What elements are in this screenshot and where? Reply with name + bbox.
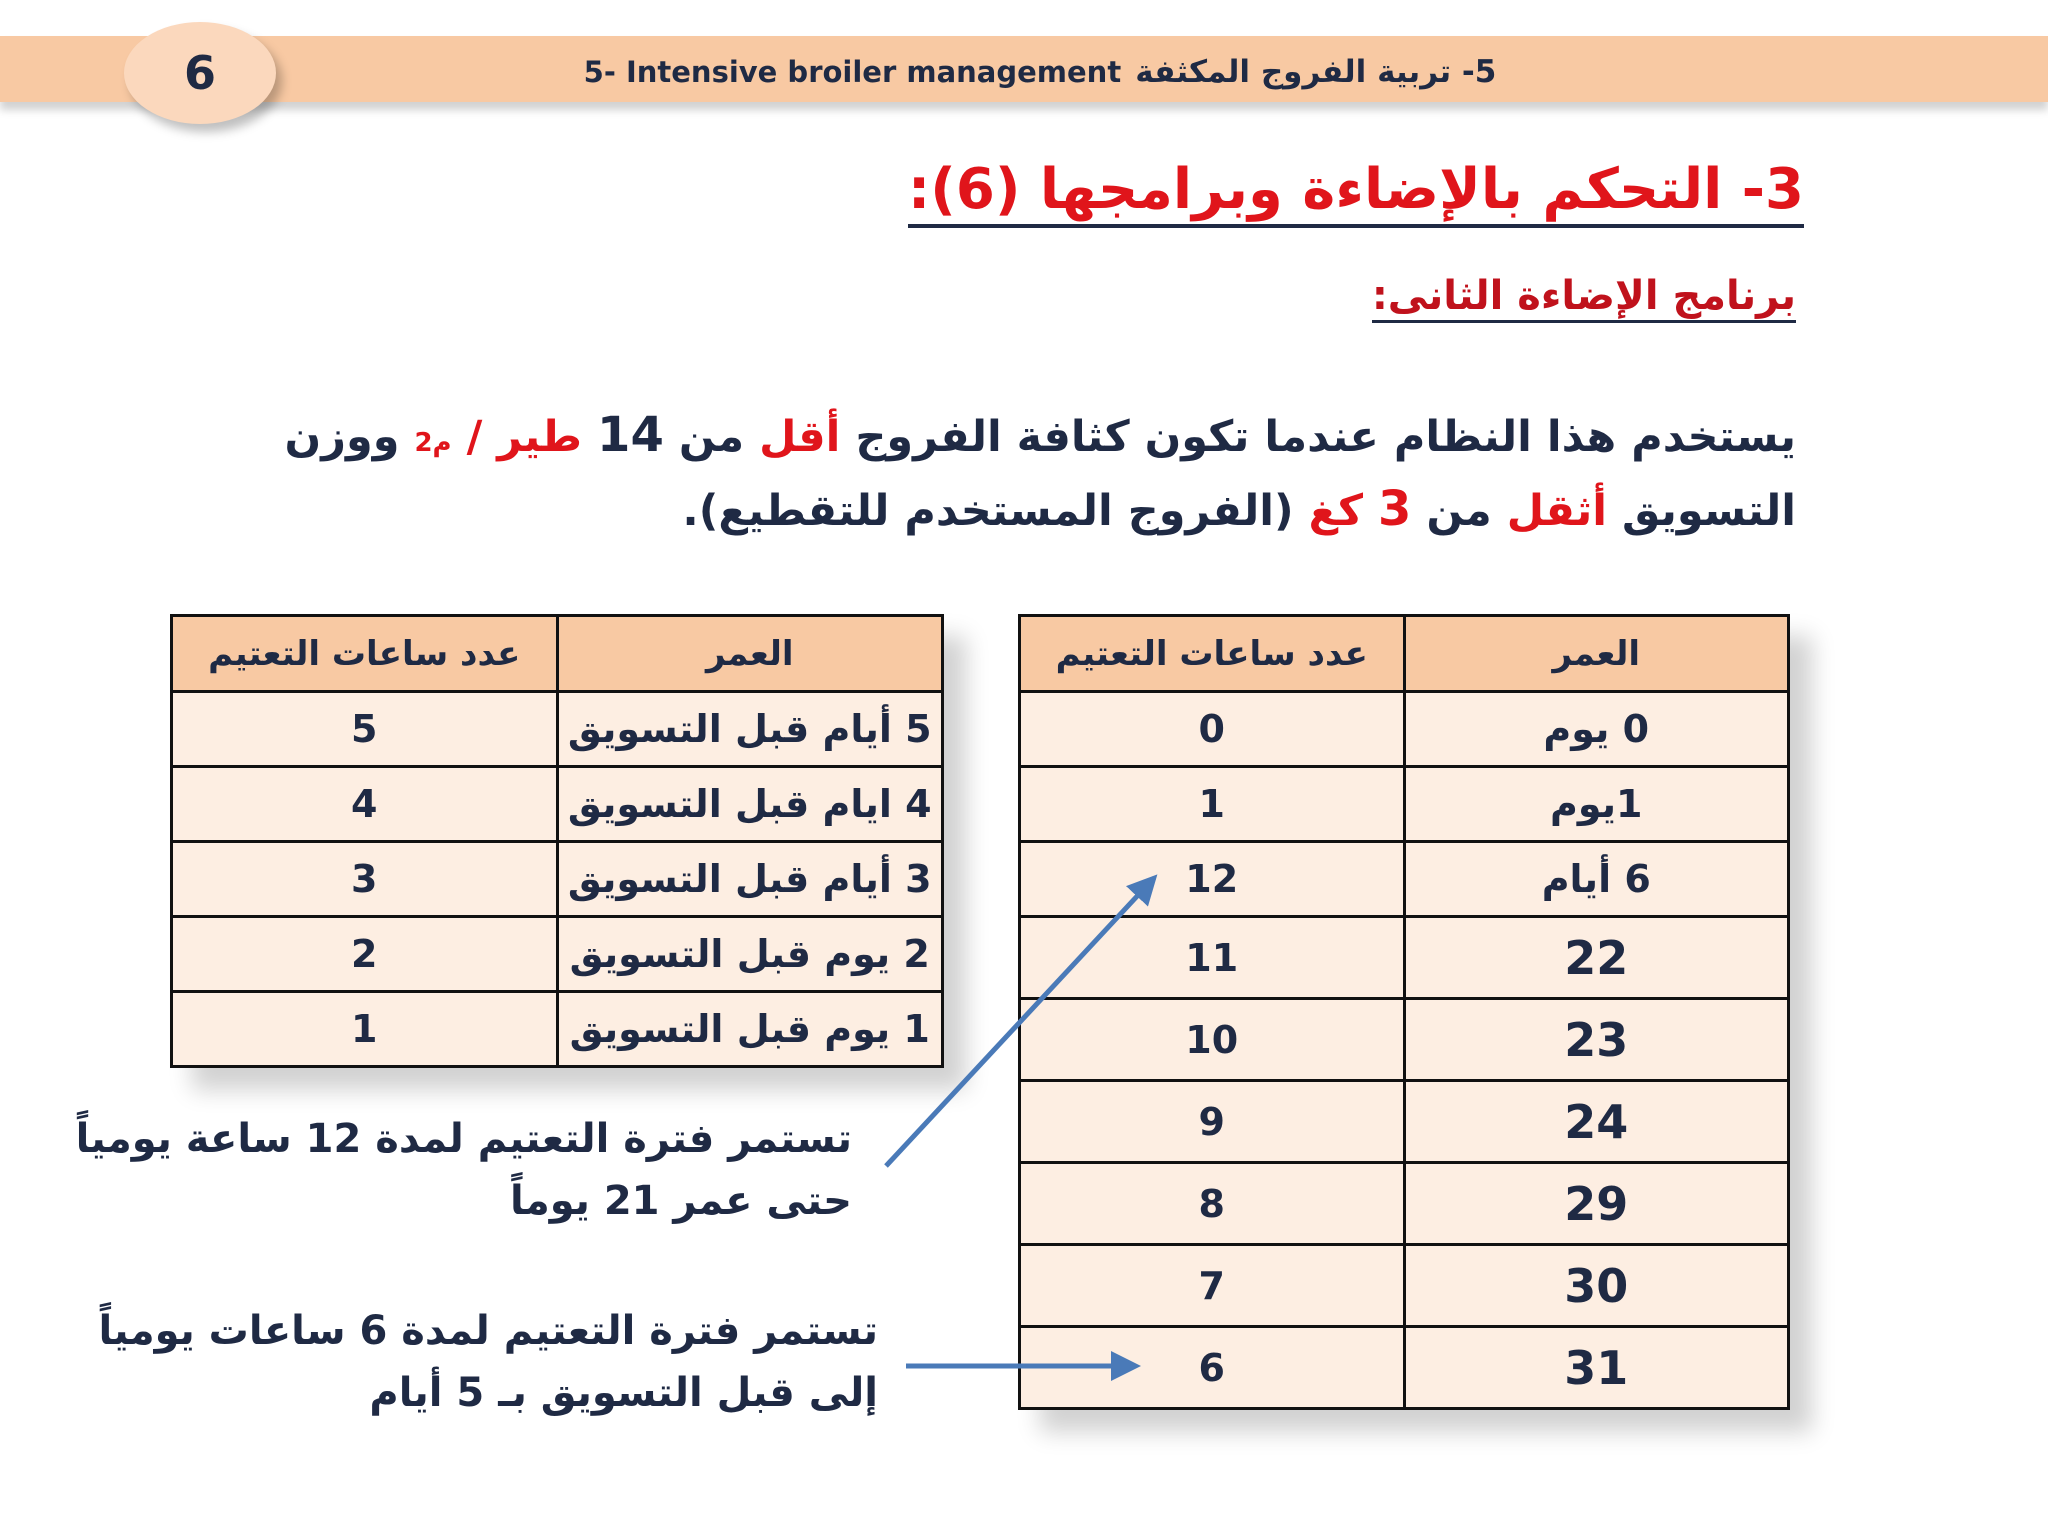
intro-text-1: يستخدم هذا النظام عندما تكون كثافة الفروج — [855, 412, 1796, 462]
cell-age: 24 — [1404, 1081, 1789, 1163]
header-title-ar: 5- تربية الفروج المكثفة — [1135, 54, 1497, 90]
header-age: العمر — [557, 616, 943, 692]
sub-heading: برنامج الإضاءة الثانى: — [1372, 272, 1796, 323]
cell-age: 6 أيام — [1404, 842, 1789, 917]
header-age: العمر — [1404, 616, 1789, 692]
arrow-to-12-hours — [886, 878, 1154, 1166]
cell-hours: 8 — [1020, 1163, 1405, 1245]
cell-hours: 3 — [172, 842, 558, 917]
cell-hours: 11 — [1020, 917, 1405, 999]
cell-hours: 1 — [1020, 767, 1405, 842]
intro-birds: طير / — [466, 412, 583, 462]
intro-m2: م2 — [414, 428, 452, 458]
note-1-line-1: تستمر فترة التعتيم لمدة 12 ساعة يومياً — [75, 1116, 852, 1162]
cell-hours: 2 — [172, 917, 558, 992]
intro-number-14: 14 — [597, 407, 664, 463]
cell-age: 31 — [1404, 1327, 1789, 1409]
intro-kg: كغ — [1308, 486, 1364, 536]
intro-from-2: من — [1426, 486, 1492, 536]
cell-age: 5 أيام قبل التسويق — [557, 692, 943, 767]
intro-text-2: ووزن التسويق — [284, 412, 1796, 536]
header-dark-hours: عدد ساعات التعتيم — [172, 616, 558, 692]
cell-age: 29 — [1404, 1163, 1789, 1245]
note-1-line-2: حتى عمر 21 يوماً — [510, 1178, 852, 1224]
intro-from-1: من — [678, 412, 745, 462]
cell-age: 1يوم — [1404, 767, 1789, 842]
cell-age: 0 يوم — [1404, 692, 1789, 767]
section-heading: 3- التحكم بالإضاءة وبرامجها (6): — [908, 158, 1804, 228]
page-number-badge: 6 — [124, 22, 276, 124]
cell-age: 3 أيام قبل التسويق — [557, 842, 943, 917]
cell-hours: 10 — [1020, 999, 1405, 1081]
note-2-line-1: تستمر فترة التعتيم لمدة 6 ساعات يومياً — [98, 1308, 878, 1354]
cell-age: 1 يوم قبل التسويق — [557, 992, 943, 1067]
cell-age: 4 ايام قبل التسويق — [557, 767, 943, 842]
cell-hours: 9 — [1020, 1081, 1405, 1163]
cell-hours: 12 — [1020, 842, 1405, 917]
cell-hours: 0 — [1020, 692, 1405, 767]
cell-hours: 1 — [172, 992, 558, 1067]
cell-age: 22 — [1404, 917, 1789, 999]
cell-hours: 4 — [172, 767, 558, 842]
header-dark-hours: عدد ساعات التعتيم — [1020, 616, 1405, 692]
header-title-en: 5- Intensive broiler management — [583, 55, 1122, 89]
note-2-line-2: إلى قبل التسويق بـ 5 أيام — [369, 1370, 878, 1416]
cell-age: 2 يوم قبل التسويق — [557, 917, 943, 992]
intro-number-3: 3 — [1378, 481, 1412, 537]
intro-less: أقل — [759, 412, 841, 462]
cell-hours: 6 — [1020, 1327, 1405, 1409]
cell-age: 23 — [1404, 999, 1789, 1081]
intro-text-3: (الفروج المستخدم للتقطيع). — [682, 486, 1294, 536]
intro-heavier: أثقل — [1506, 486, 1607, 536]
cell-hours: 7 — [1020, 1245, 1405, 1327]
cell-age: 30 — [1404, 1245, 1789, 1327]
cell-hours: 5 — [172, 692, 558, 767]
